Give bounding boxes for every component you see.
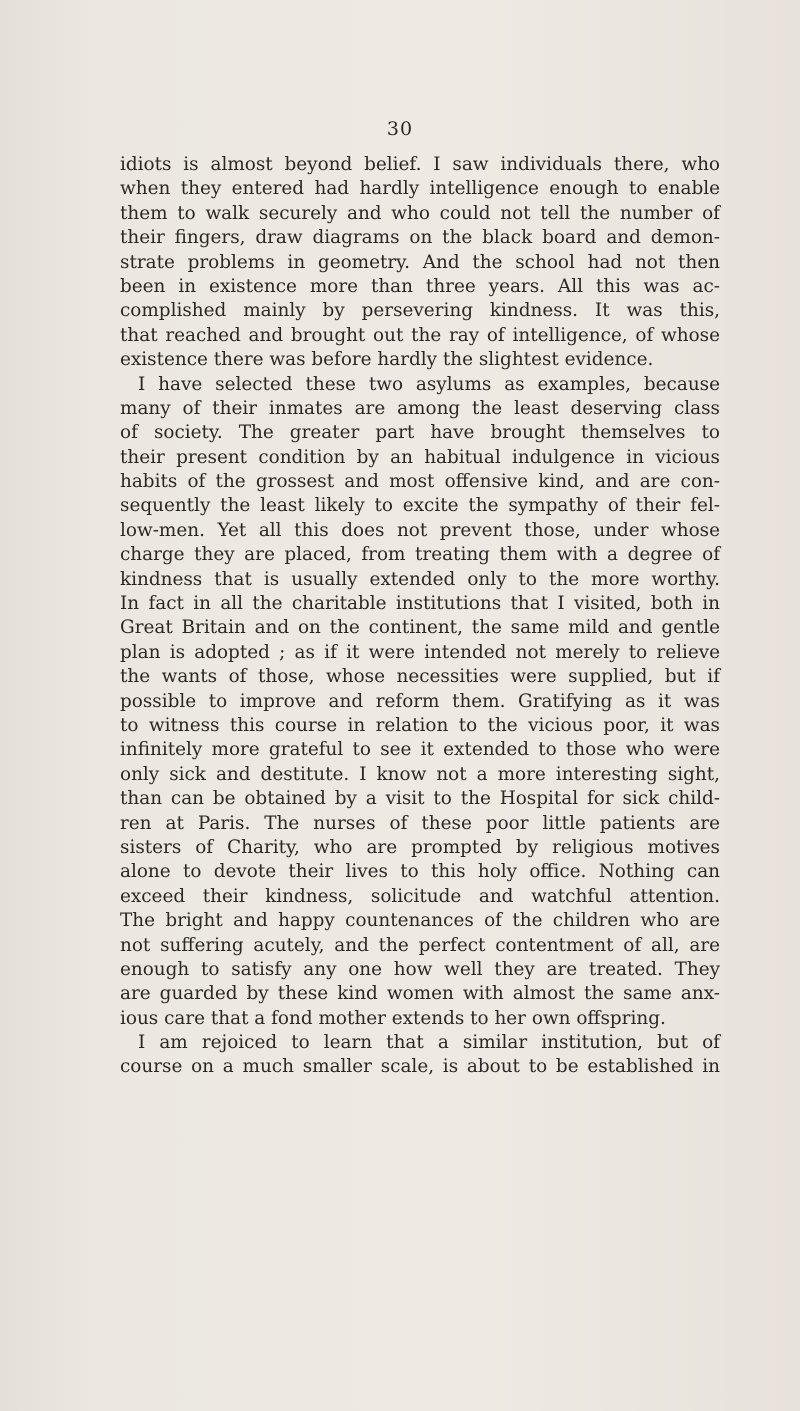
text-line: strate problems in geometry. And the school had not then [120, 251, 720, 273]
text-line: In fact in all the charitable institutions that I visited, both in [120, 593, 720, 615]
body-text [120, 153, 720, 1080]
text-line: habits of the grossest and most offensive kind, and are con- [120, 471, 720, 493]
text-line: low-men. Yet all this does not prevent those, under whose [120, 519, 720, 541]
text-line: sisters of Charity, who are prompted by religious motives [120, 836, 720, 858]
text-line: exceed their kindness, solicitude and watchful attention. [120, 885, 720, 907]
text-line: when they entered had hardly intelligence enough to enable [120, 178, 720, 200]
text-line: The bright and happy countenances of the children who are [120, 910, 720, 932]
text-line: kindness that is usually extended only to the more worthy. [120, 568, 720, 590]
text-line: existence there was before hardly the slightest evidence. [120, 349, 654, 371]
page-number: 30 [386, 118, 414, 140]
text-line: of society. The greater part have brought themselves to [120, 422, 720, 444]
text-line: I am rejoiced to learn that a similar institution, but of [138, 1032, 720, 1054]
text-line: sequently the least likely to excite the sympathy of their fel- [120, 495, 720, 517]
text-line: to witness this course in relation to the vicious poor, it was [120, 714, 720, 736]
text-line: idiots is almost beyond belief. I saw individuals there, who [120, 154, 720, 175]
text-line: alone to devote their lives to this holy office. Nothing can [120, 861, 720, 883]
text-line: plan is adopted ; as if it were intended not merely to relieve [120, 641, 720, 663]
text-line: charge they are placed, from treating them with a degree of [120, 544, 720, 566]
text-line: their fingers, draw diagrams on the black board and demon- [120, 227, 720, 249]
text-line: course on a much smaller scale, is about to be established in [120, 1056, 720, 1078]
text-line: only sick and destitute. I know not a more interesting sight, [120, 763, 720, 785]
text-line: are guarded by these kind women with almost the same anx- [120, 983, 720, 1005]
text-line: them to walk securely and who could not tell the number of [120, 202, 720, 224]
text-line: many of their inmates are among the least deserving class [120, 397, 720, 419]
text-line: ren at Paris. The nurses of these poor little patients are [120, 812, 720, 834]
text-line: not suffering acutely, and the perfect contentment of all, are [120, 934, 720, 956]
text-line: ious care that a fond mother extends to her own offspring. [120, 1007, 666, 1029]
text-line: enough to satisfy any one how well they are treated. They [120, 958, 720, 980]
text-line: possible to improve and reform them. Gratifying as it was [120, 690, 720, 712]
text-line: than can be obtained by a visit to the Hospital for sick child- [120, 788, 720, 810]
text-line: complished mainly by persevering kindness. It was this, [120, 300, 720, 322]
text-line: been in existence more than three years. All this was ac- [120, 275, 720, 297]
text-line: their present condition by an habitual indulgence in vicious [120, 446, 720, 468]
text-line: that reached and brought out the ray of intelligence, of whose [120, 324, 720, 346]
text-line: Great Britain and on the continent, the same mild and gentle [120, 617, 720, 639]
text-line: infinitely more grateful to see it extended to those who were [120, 739, 720, 761]
text-line: I have selected these two asylums as examples, because [138, 373, 720, 395]
text-line: the wants of those, whose necessities were supplied, but if [120, 666, 720, 688]
